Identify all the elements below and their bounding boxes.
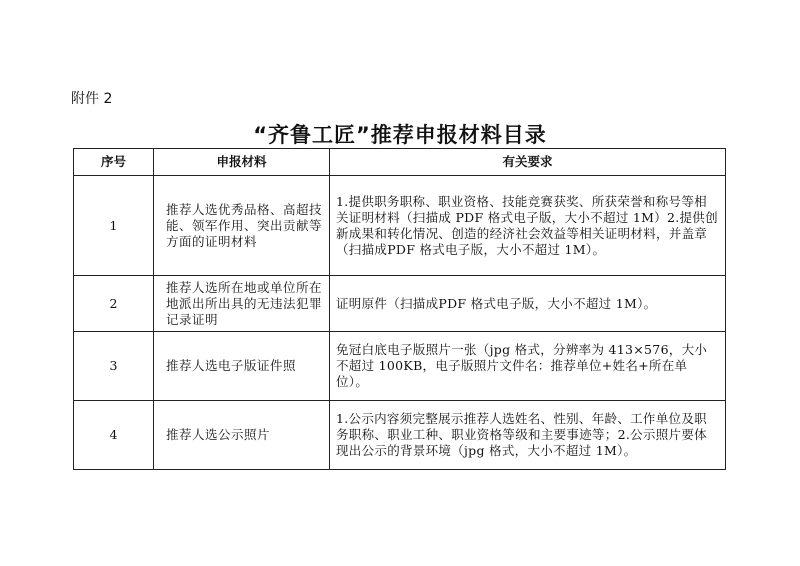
row-number: 2 (74, 276, 154, 332)
header-materials: 申报材料 (154, 149, 330, 176)
table-row (74, 332, 726, 401)
attachment-label: 附件 2 (71, 91, 113, 107)
row-requirement: 证明原件（扫描成PDF 格式电子版，大小不超过 1M）。 (330, 276, 726, 332)
header-serial-number: 序号 (74, 149, 154, 176)
materials-table (73, 148, 726, 470)
row-number: 3 (74, 332, 154, 401)
row-requirement: 免冠白底电子版照片一张（jpg 格式，分辨率为 413×576，大小不超过 100KB，电子版照片文件名：推荐单位+姓名+所在单位）。 (330, 332, 726, 401)
row-requirement: 1.公示内容须完整展示推荐人选姓名、性别、年龄、工作单位及职务职称、职业工种、职业资格等级和主要事迹等；2.公示照片要体现出公示的背景环境（jpg 格式，大小不超过 1M）。 (330, 401, 726, 470)
row-number: 1 (74, 176, 154, 276)
header-requirements: 有关要求 (330, 149, 726, 176)
document-title: “齐鲁工匠”推荐申报材料目录 (253, 123, 547, 147)
row-material: 推荐人选公示照片 (154, 401, 330, 470)
row-material: 推荐人选电子版证件照 (154, 332, 330, 401)
row-requirement: 1.提供职务职称、职业资格、技能竞赛获奖、所获荣誉和称号等相关证明材料（扫描成 PDF 格式电子版，大小不超过 1M）2.提供创新成果和转化情况、创造的经济社会效益等相关证明材料，并盖章（扫描成PDF 格式电子版，大小不超过 1M）。 (330, 176, 726, 276)
row-material: 推荐人选优秀品格、高超技能、领军作用、突出贡献等方面的证明材料 (154, 176, 330, 276)
table-row (74, 276, 726, 332)
table-row (74, 401, 726, 470)
row-material: 推荐人选所在地或单位所在地派出所出具的无违法犯罪记录证明 (154, 276, 330, 332)
table-row (74, 176, 726, 276)
row-number: 4 (74, 401, 154, 470)
table-header-row (74, 149, 726, 176)
